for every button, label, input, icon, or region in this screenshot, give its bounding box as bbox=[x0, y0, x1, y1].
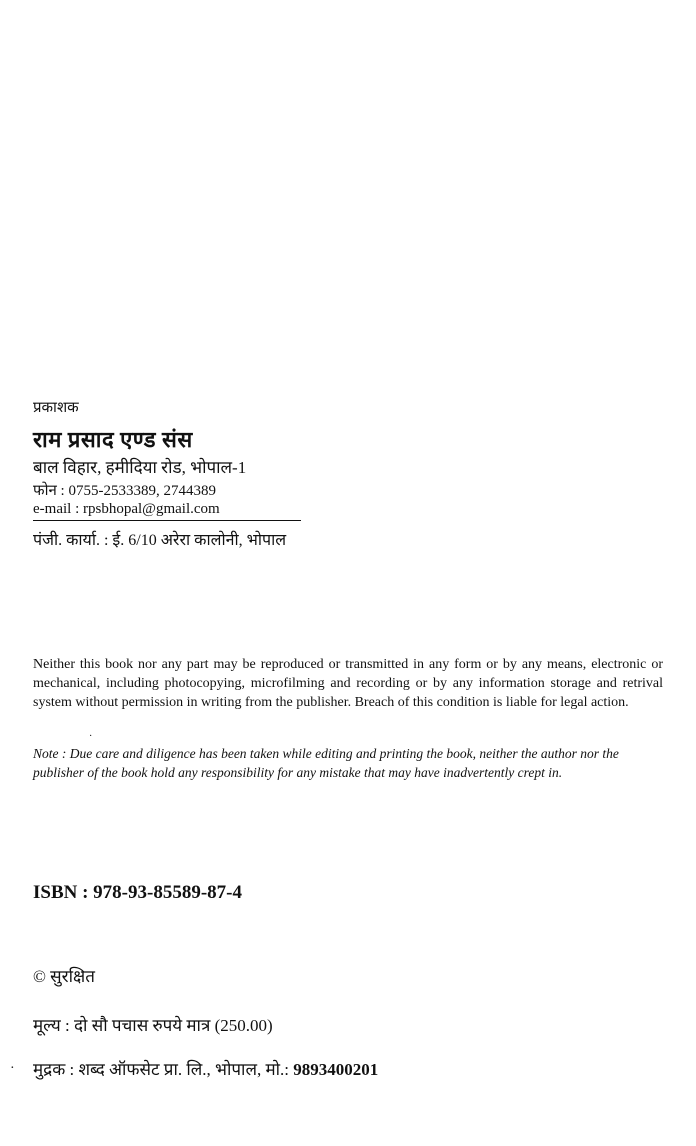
disclaimer-note: Note : Due care and diligence has been taken while editing and printing the book, neither the author nor the publisher of the book hold any responsibility for any mistake that may have inadvertently crept in. bbox=[33, 746, 619, 780]
legal-notice: Neither this book nor any part may be reproduced or transmitted in any form or by any means, electronic or mechanical, including photocopying, microfilming and recording or by any information storage and retrival system without permission in writing from the publisher. Breach of this condition is liable for legal action. bbox=[33, 657, 663, 710]
printer-phone: 9893400201 bbox=[293, 1060, 379, 1079]
copyright-notice: © सुरक्षित bbox=[33, 967, 95, 986]
price: मूल्य : दो सौ पचास रुपये मात्र (250.00) bbox=[33, 1016, 273, 1035]
publisher-phone: फोन : 0755-2533389, 2744389 bbox=[33, 483, 216, 499]
printer-info bbox=[33, 1057, 378, 1080]
publisher-name: राम प्रसाद एण्ड संस bbox=[33, 427, 193, 452]
divider-rule bbox=[33, 520, 301, 521]
isbn: ISBN : 978-93-85589-87-4 bbox=[33, 882, 242, 903]
publisher-email: e-mail : rpsbhopal@gmail.com bbox=[33, 501, 220, 517]
publisher-address: बाल विहार, हमीदिया रोड, भोपाल-1 bbox=[33, 458, 247, 477]
stray-dot: · bbox=[89, 731, 93, 742]
printer-text: मुद्रक : शब्द ऑफसेट प्रा. लि., भोपाल, मो.: bbox=[33, 1060, 294, 1079]
bullet-mark: · bbox=[10, 1061, 15, 1076]
publisher-label: प्रकाशक bbox=[33, 400, 79, 416]
registered-office: पंजी. कार्या. : ई. 6/10 अरेरा कालोनी, भोपाल bbox=[33, 532, 287, 549]
